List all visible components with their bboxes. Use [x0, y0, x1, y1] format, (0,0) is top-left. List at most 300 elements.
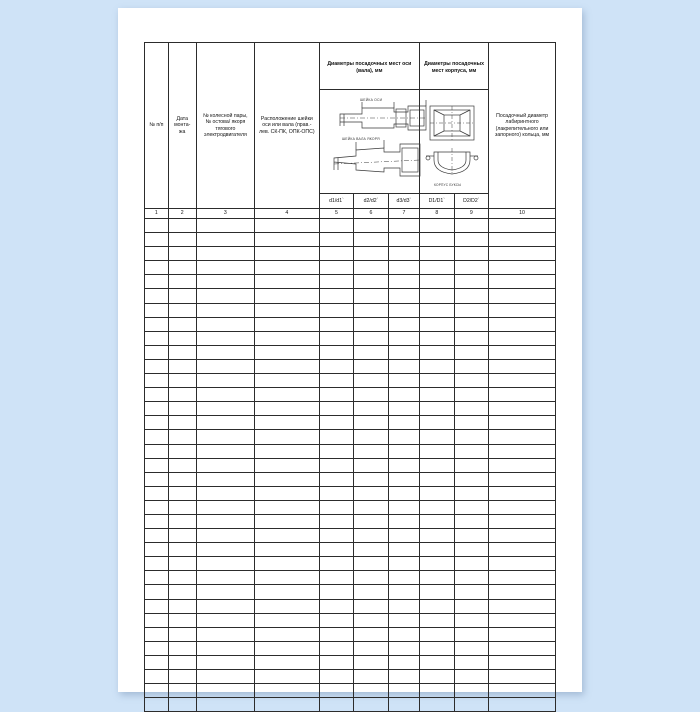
table-cell[interactable]: [420, 514, 455, 528]
table-cell[interactable]: [145, 219, 169, 233]
table-row[interactable]: [145, 486, 556, 500]
table-cell[interactable]: [420, 444, 455, 458]
table-cell[interactable]: [196, 641, 254, 655]
table-cell[interactable]: [354, 303, 389, 317]
table-cell[interactable]: [196, 359, 254, 373]
table-cell[interactable]: [454, 599, 489, 613]
table-cell[interactable]: [454, 585, 489, 599]
table-cell[interactable]: [354, 430, 389, 444]
table-cell[interactable]: [168, 289, 196, 303]
table-cell[interactable]: [420, 388, 455, 402]
table-cell[interactable]: [254, 543, 319, 557]
table-cell[interactable]: [489, 500, 556, 514]
table-cell[interactable]: [254, 627, 319, 641]
table-row[interactable]: [145, 514, 556, 528]
table-cell[interactable]: [254, 317, 319, 331]
table-cell[interactable]: [145, 571, 169, 585]
table-cell[interactable]: [489, 514, 556, 528]
table-cell[interactable]: [388, 219, 419, 233]
table-cell[interactable]: [454, 233, 489, 247]
table-cell[interactable]: [489, 261, 556, 275]
table-cell[interactable]: [489, 599, 556, 613]
table-row[interactable]: [145, 331, 556, 345]
table-cell[interactable]: [168, 247, 196, 261]
table-cell[interactable]: [420, 529, 455, 543]
table-cell[interactable]: [354, 486, 389, 500]
table-cell[interactable]: [196, 557, 254, 571]
table-cell[interactable]: [319, 684, 354, 698]
table-cell[interactable]: [388, 486, 419, 500]
table-cell[interactable]: [254, 514, 319, 528]
table-cell[interactable]: [454, 670, 489, 684]
table-cell[interactable]: [354, 684, 389, 698]
table-cell[interactable]: [254, 233, 319, 247]
table-cell[interactable]: [354, 458, 389, 472]
table-cell[interactable]: [420, 219, 455, 233]
table-cell[interactable]: [254, 571, 319, 585]
table-cell[interactable]: [420, 345, 455, 359]
table-cell[interactable]: [388, 543, 419, 557]
table-cell[interactable]: [254, 655, 319, 669]
table-row[interactable]: [145, 557, 556, 571]
table-cell[interactable]: [196, 275, 254, 289]
table-cell[interactable]: [196, 374, 254, 388]
table-cell[interactable]: [388, 430, 419, 444]
table-cell[interactable]: [145, 247, 169, 261]
table-cell[interactable]: [254, 430, 319, 444]
table-cell[interactable]: [254, 613, 319, 627]
table-cell[interactable]: [454, 444, 489, 458]
table-cell[interactable]: [354, 529, 389, 543]
table-cell[interactable]: [168, 599, 196, 613]
table-cell[interactable]: [489, 247, 556, 261]
table-cell[interactable]: [145, 331, 169, 345]
table-cell[interactable]: [196, 514, 254, 528]
table-cell[interactable]: [168, 655, 196, 669]
table-cell[interactable]: [420, 486, 455, 500]
table-cell[interactable]: [254, 670, 319, 684]
table-cell[interactable]: [388, 388, 419, 402]
table-cell[interactable]: [420, 670, 455, 684]
table-cell[interactable]: [168, 416, 196, 430]
table-cell[interactable]: [196, 472, 254, 486]
table-cell[interactable]: [168, 543, 196, 557]
table-cell[interactable]: [388, 289, 419, 303]
table-cell[interactable]: [454, 684, 489, 698]
table-cell[interactable]: [489, 388, 556, 402]
table-cell[interactable]: [489, 233, 556, 247]
table-cell[interactable]: [319, 613, 354, 627]
table-cell[interactable]: [420, 331, 455, 345]
table-row[interactable]: [145, 275, 556, 289]
table-cell[interactable]: [489, 670, 556, 684]
table-cell[interactable]: [489, 543, 556, 557]
table-row[interactable]: [145, 571, 556, 585]
table-cell[interactable]: [196, 444, 254, 458]
table-cell[interactable]: [354, 571, 389, 585]
table-cell[interactable]: [319, 486, 354, 500]
table-cell[interactable]: [254, 219, 319, 233]
table-row[interactable]: [145, 289, 556, 303]
table-cell[interactable]: [420, 359, 455, 373]
table-cell[interactable]: [254, 557, 319, 571]
table-cell[interactable]: [196, 543, 254, 557]
table-cell[interactable]: [168, 627, 196, 641]
table-cell[interactable]: [420, 233, 455, 247]
table-cell[interactable]: [354, 416, 389, 430]
table-cell[interactable]: [168, 261, 196, 275]
table-cell[interactable]: [196, 486, 254, 500]
table-cell[interactable]: [168, 359, 196, 373]
table-row[interactable]: [145, 247, 556, 261]
table-row[interactable]: [145, 345, 556, 359]
table-cell[interactable]: [388, 374, 419, 388]
table-cell[interactable]: [489, 529, 556, 543]
table-cell[interactable]: [420, 289, 455, 303]
table-cell[interactable]: [319, 543, 354, 557]
table-cell[interactable]: [196, 303, 254, 317]
table-cell[interactable]: [354, 543, 389, 557]
table-cell[interactable]: [319, 641, 354, 655]
table-cell[interactable]: [489, 472, 556, 486]
table-cell[interactable]: [196, 627, 254, 641]
table-cell[interactable]: [168, 219, 196, 233]
table-cell[interactable]: [489, 303, 556, 317]
table-cell[interactable]: [319, 275, 354, 289]
table-cell[interactable]: [454, 486, 489, 500]
table-cell[interactable]: [196, 655, 254, 669]
table-cell[interactable]: [420, 317, 455, 331]
table-cell[interactable]: [354, 345, 389, 359]
table-cell[interactable]: [196, 458, 254, 472]
table-cell[interactable]: [254, 289, 319, 303]
table-cell[interactable]: [254, 247, 319, 261]
table-cell[interactable]: [454, 514, 489, 528]
table-cell[interactable]: [420, 374, 455, 388]
table-row[interactable]: [145, 655, 556, 669]
table-cell[interactable]: [319, 331, 354, 345]
table-cell[interactable]: [319, 219, 354, 233]
table-cell[interactable]: [168, 317, 196, 331]
table-cell[interactable]: [145, 416, 169, 430]
table-cell[interactable]: [388, 345, 419, 359]
table-cell[interactable]: [254, 416, 319, 430]
table-cell[interactable]: [489, 585, 556, 599]
table-cell[interactable]: [454, 219, 489, 233]
table-row[interactable]: [145, 430, 556, 444]
table-row[interactable]: [145, 472, 556, 486]
table-cell[interactable]: [354, 472, 389, 486]
table-cell[interactable]: [388, 500, 419, 514]
table-cell[interactable]: [388, 585, 419, 599]
table-cell[interactable]: [489, 444, 556, 458]
table-row[interactable]: [145, 599, 556, 613]
table-cell[interactable]: [454, 331, 489, 345]
table-cell[interactable]: [388, 684, 419, 698]
table-cell[interactable]: [168, 557, 196, 571]
table-cell[interactable]: [168, 331, 196, 345]
table-cell[interactable]: [254, 500, 319, 514]
table-cell[interactable]: [168, 233, 196, 247]
table-cell[interactable]: [196, 500, 254, 514]
table-cell[interactable]: [454, 627, 489, 641]
table-cell[interactable]: [420, 416, 455, 430]
table-cell[interactable]: [254, 486, 319, 500]
table-cell[interactable]: [454, 613, 489, 627]
table-cell[interactable]: [168, 613, 196, 627]
table-cell[interactable]: [454, 374, 489, 388]
table-cell[interactable]: [420, 627, 455, 641]
table-row[interactable]: [145, 374, 556, 388]
table-cell[interactable]: [354, 388, 389, 402]
table-cell[interactable]: [319, 472, 354, 486]
table-cell[interactable]: [489, 458, 556, 472]
table-cell[interactable]: [319, 458, 354, 472]
table-cell[interactable]: [489, 430, 556, 444]
table-cell[interactable]: [388, 303, 419, 317]
table-row[interactable]: [145, 641, 556, 655]
table-cell[interactable]: [454, 388, 489, 402]
table-cell[interactable]: [454, 571, 489, 585]
table-row[interactable]: [145, 627, 556, 641]
table-cell[interactable]: [145, 317, 169, 331]
table-row[interactable]: [145, 219, 556, 233]
table-cell[interactable]: [168, 472, 196, 486]
table-cell[interactable]: [454, 303, 489, 317]
table-cell[interactable]: [319, 289, 354, 303]
table-cell[interactable]: [168, 670, 196, 684]
table-cell[interactable]: [354, 219, 389, 233]
table-cell[interactable]: [168, 430, 196, 444]
table-cell[interactable]: [196, 219, 254, 233]
table-cell[interactable]: [388, 261, 419, 275]
table-cell[interactable]: [388, 655, 419, 669]
table-cell[interactable]: [145, 543, 169, 557]
table-cell[interactable]: [145, 627, 169, 641]
table-cell[interactable]: [454, 543, 489, 557]
table-cell[interactable]: [489, 289, 556, 303]
table-cell[interactable]: [489, 402, 556, 416]
table-cell[interactable]: [354, 585, 389, 599]
table-cell[interactable]: [388, 641, 419, 655]
table-cell[interactable]: [168, 500, 196, 514]
table-cell[interactable]: [420, 599, 455, 613]
table-cell[interactable]: [388, 529, 419, 543]
table-cell[interactable]: [388, 247, 419, 261]
table-row[interactable]: [145, 500, 556, 514]
table-cell[interactable]: [489, 317, 556, 331]
table-cell[interactable]: [145, 444, 169, 458]
table-cell[interactable]: [145, 599, 169, 613]
table-cell[interactable]: [420, 303, 455, 317]
table-cell[interactable]: [145, 303, 169, 317]
table-cell[interactable]: [454, 289, 489, 303]
table-cell[interactable]: [254, 345, 319, 359]
table-cell[interactable]: [254, 641, 319, 655]
table-cell[interactable]: [196, 247, 254, 261]
table-cell[interactable]: [354, 289, 389, 303]
table-cell[interactable]: [489, 571, 556, 585]
table-cell[interactable]: [420, 571, 455, 585]
table-cell[interactable]: [196, 670, 254, 684]
table-cell[interactable]: [196, 388, 254, 402]
table-cell[interactable]: [319, 571, 354, 585]
table-cell[interactable]: [254, 585, 319, 599]
table-cell[interactable]: [168, 571, 196, 585]
table-cell[interactable]: [319, 374, 354, 388]
table-cell[interactable]: [454, 275, 489, 289]
table-cell[interactable]: [454, 641, 489, 655]
table-cell[interactable]: [145, 585, 169, 599]
table-cell[interactable]: [388, 359, 419, 373]
table-cell[interactable]: [196, 233, 254, 247]
table-cell[interactable]: [489, 684, 556, 698]
table-cell[interactable]: [254, 331, 319, 345]
table-cell[interactable]: [168, 486, 196, 500]
table-cell[interactable]: [489, 359, 556, 373]
table-cell[interactable]: [388, 416, 419, 430]
table-cell[interactable]: [388, 670, 419, 684]
table-cell[interactable]: [420, 275, 455, 289]
table-cell[interactable]: [145, 486, 169, 500]
table-cell[interactable]: [196, 345, 254, 359]
table-cell[interactable]: [454, 557, 489, 571]
table-cell[interactable]: [319, 599, 354, 613]
table-cell[interactable]: [168, 388, 196, 402]
table-cell[interactable]: [145, 500, 169, 514]
table-cell[interactable]: [354, 247, 389, 261]
table-cell[interactable]: [388, 233, 419, 247]
table-cell[interactable]: [319, 317, 354, 331]
table-cell[interactable]: [489, 331, 556, 345]
table-cell[interactable]: [168, 303, 196, 317]
table-row[interactable]: [145, 670, 556, 684]
table-cell[interactable]: [145, 458, 169, 472]
table-cell[interactable]: [196, 585, 254, 599]
table-cell[interactable]: [454, 430, 489, 444]
table-cell[interactable]: [388, 331, 419, 345]
table-cell[interactable]: [168, 529, 196, 543]
table-cell[interactable]: [354, 613, 389, 627]
table-cell[interactable]: [196, 430, 254, 444]
table-row[interactable]: [145, 261, 556, 275]
table-cell[interactable]: [196, 599, 254, 613]
table-cell[interactable]: [420, 641, 455, 655]
table-cell[interactable]: [388, 458, 419, 472]
table-cell[interactable]: [388, 472, 419, 486]
table-cell[interactable]: [145, 641, 169, 655]
table-cell[interactable]: [254, 458, 319, 472]
table-cell[interactable]: [354, 317, 389, 331]
table-cell[interactable]: [145, 388, 169, 402]
table-cell[interactable]: [388, 514, 419, 528]
table-cell[interactable]: [454, 402, 489, 416]
table-cell[interactable]: [354, 514, 389, 528]
table-cell[interactable]: [145, 289, 169, 303]
table-cell[interactable]: [420, 472, 455, 486]
table-cell[interactable]: [354, 500, 389, 514]
table-row[interactable]: [145, 416, 556, 430]
table-row[interactable]: [145, 613, 556, 627]
table-row[interactable]: [145, 359, 556, 373]
table-cell[interactable]: [354, 444, 389, 458]
table-cell[interactable]: [168, 345, 196, 359]
table-cell[interactable]: [145, 514, 169, 528]
table-cell[interactable]: [420, 500, 455, 514]
table-cell[interactable]: [454, 500, 489, 514]
table-cell[interactable]: [454, 472, 489, 486]
table-cell[interactable]: [145, 359, 169, 373]
table-cell[interactable]: [254, 388, 319, 402]
table-row[interactable]: [145, 303, 556, 317]
table-cell[interactable]: [454, 247, 489, 261]
table-cell[interactable]: [145, 233, 169, 247]
table-cell[interactable]: [354, 557, 389, 571]
table-cell[interactable]: [489, 275, 556, 289]
table-cell[interactable]: [454, 359, 489, 373]
table-cell[interactable]: [319, 585, 354, 599]
table-cell[interactable]: [145, 275, 169, 289]
table-cell[interactable]: [354, 275, 389, 289]
table-cell[interactable]: [196, 613, 254, 627]
table-cell[interactable]: [145, 261, 169, 275]
table-cell[interactable]: [145, 529, 169, 543]
table-cell[interactable]: [254, 599, 319, 613]
table-cell[interactable]: [319, 261, 354, 275]
table-cell[interactable]: [319, 557, 354, 571]
table-cell[interactable]: [145, 345, 169, 359]
table-cell[interactable]: [489, 486, 556, 500]
table-cell[interactable]: [489, 655, 556, 669]
table-cell[interactable]: [254, 275, 319, 289]
table-cell[interactable]: [254, 359, 319, 373]
table-cell[interactable]: [388, 317, 419, 331]
table-cell[interactable]: [489, 416, 556, 430]
table-cell[interactable]: [254, 261, 319, 275]
table-cell[interactable]: [489, 219, 556, 233]
table-cell[interactable]: [388, 444, 419, 458]
table-cell[interactable]: [420, 655, 455, 669]
table-cell[interactable]: [354, 374, 389, 388]
table-row[interactable]: [145, 444, 556, 458]
table-cell[interactable]: [196, 261, 254, 275]
table-cell[interactable]: [489, 641, 556, 655]
table-cell[interactable]: [420, 402, 455, 416]
table-cell[interactable]: [354, 359, 389, 373]
table-cell[interactable]: [354, 261, 389, 275]
table-cell[interactable]: [319, 345, 354, 359]
table-cell[interactable]: [489, 627, 556, 641]
table-cell[interactable]: [420, 684, 455, 698]
table-row[interactable]: [145, 543, 556, 557]
table-cell[interactable]: [254, 684, 319, 698]
table-cell[interactable]: [168, 374, 196, 388]
table-cell[interactable]: [319, 670, 354, 684]
table-row[interactable]: [145, 233, 556, 247]
table-cell[interactable]: [196, 317, 254, 331]
table-cell[interactable]: [420, 585, 455, 599]
table-cell[interactable]: [420, 247, 455, 261]
table-cell[interactable]: [489, 613, 556, 627]
table-cell[interactable]: [196, 331, 254, 345]
table-cell[interactable]: [254, 303, 319, 317]
table-cell[interactable]: [196, 402, 254, 416]
table-cell[interactable]: [168, 514, 196, 528]
table-cell[interactable]: [319, 402, 354, 416]
table-row[interactable]: [145, 529, 556, 543]
table-cell[interactable]: [454, 416, 489, 430]
table-row[interactable]: [145, 585, 556, 599]
